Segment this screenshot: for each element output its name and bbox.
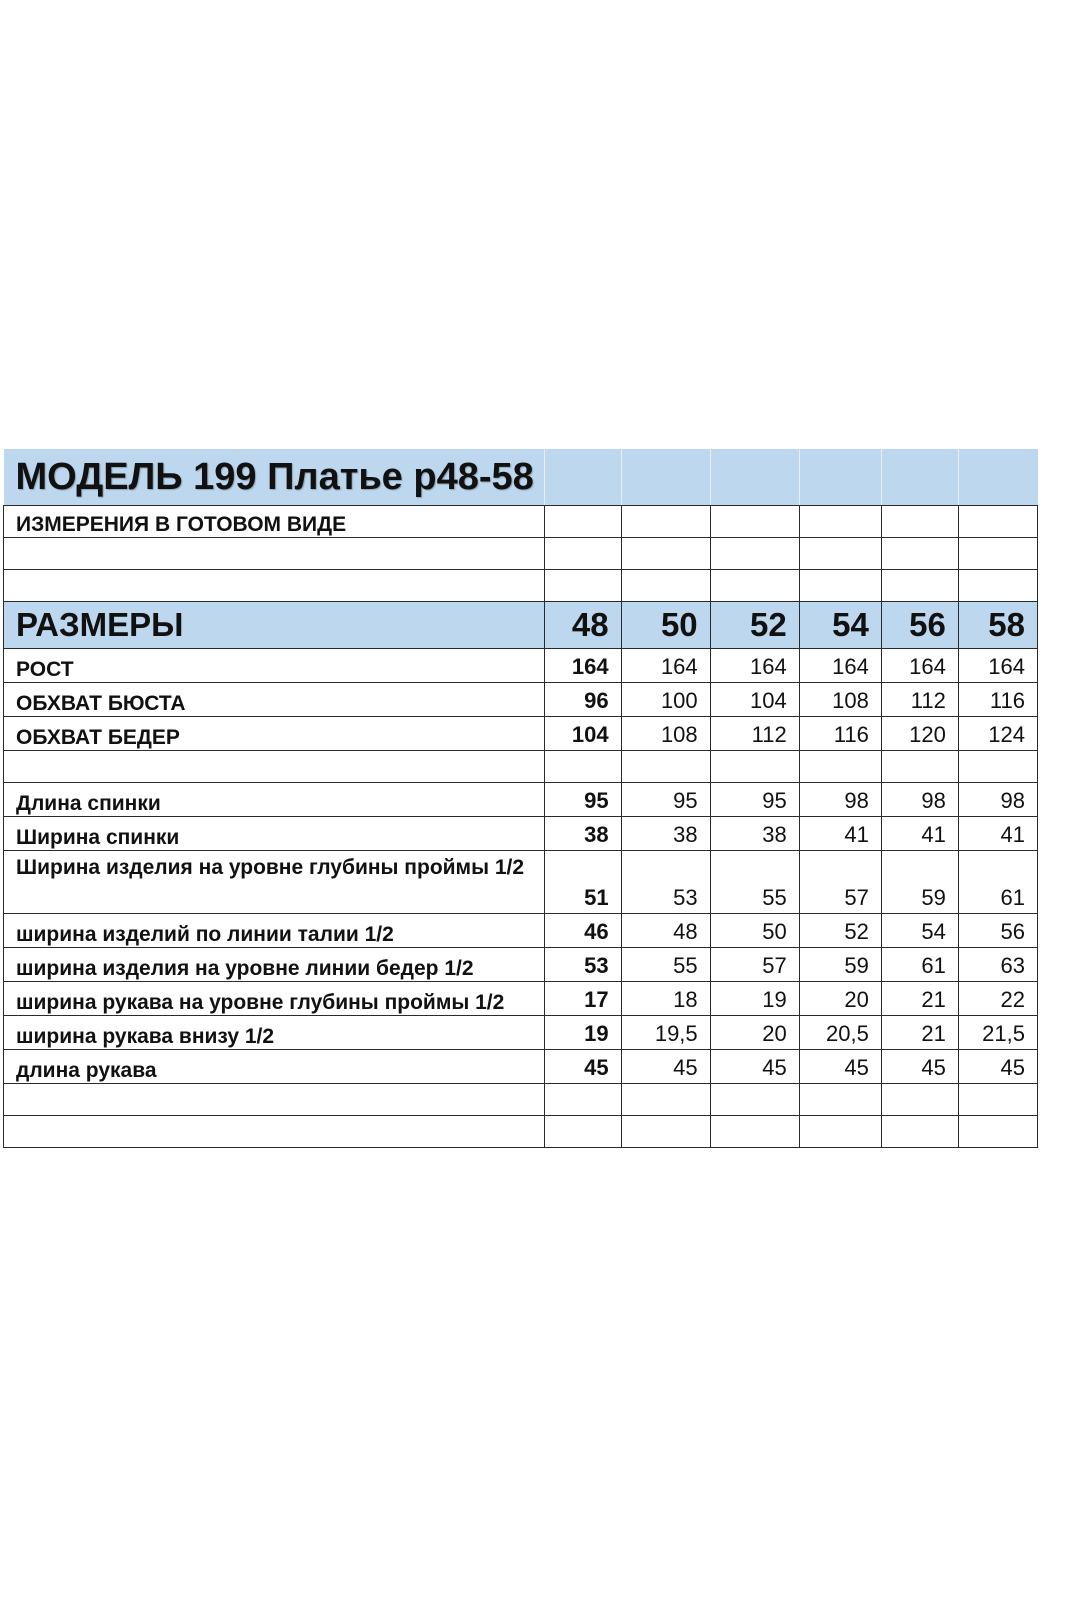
table-row (4, 717, 1038, 751)
cell-value: 38 (621, 817, 710, 851)
empty-row (4, 570, 1038, 602)
row-label: ОБХВАТ БЕДЕР (4, 717, 545, 751)
size-header: 50 (621, 602, 710, 649)
table-row (4, 683, 1038, 717)
cell-value: 48 (621, 914, 710, 948)
cell-value: 63 (958, 948, 1037, 982)
subtitle-row (4, 506, 1038, 538)
cell-value: 112 (710, 717, 799, 751)
size-header: 54 (799, 602, 881, 649)
cell-value: 56 (958, 914, 1037, 948)
cell-value: 17 (544, 982, 621, 1016)
empty-row (4, 538, 1038, 570)
cell-value: 54 (881, 914, 958, 948)
row-label: РОСТ (4, 649, 545, 683)
cell-value: 51 (544, 851, 621, 914)
size-chart-table (3, 449, 1038, 1148)
cell-value: 164 (710, 649, 799, 683)
cell-value: 96 (544, 683, 621, 717)
cell-value: 45 (958, 1050, 1037, 1084)
cell-value: 41 (881, 817, 958, 851)
cell-value: 59 (799, 948, 881, 982)
cell-value: 164 (799, 649, 881, 683)
cell-value: 57 (710, 948, 799, 982)
cell-value: 20,5 (799, 1016, 881, 1050)
cell-value: 41 (958, 817, 1037, 851)
cell-value: 19 (710, 982, 799, 1016)
size-header: 56 (881, 602, 958, 649)
table-row (4, 783, 1038, 817)
cell-value: 45 (544, 1050, 621, 1084)
cell-value: 98 (958, 783, 1037, 817)
table-row (4, 1016, 1038, 1050)
sizes-label: РАЗМЕРЫ (4, 602, 545, 649)
cell-value: 46 (544, 914, 621, 948)
cell-value: 38 (710, 817, 799, 851)
empty-row (4, 1084, 1038, 1116)
cell-value: 45 (621, 1050, 710, 1084)
cell-value: 38 (544, 817, 621, 851)
cell-value: 104 (710, 683, 799, 717)
cell-value: 124 (958, 717, 1037, 751)
cell-value: 50 (710, 914, 799, 948)
cell-value: 21,5 (958, 1016, 1037, 1050)
cell-value: 116 (958, 683, 1037, 717)
cell-value: 108 (799, 683, 881, 717)
row-label: Длина спинки (4, 783, 545, 817)
sizes-header-row (4, 602, 1038, 649)
cell-value: 164 (544, 649, 621, 683)
empty-row (4, 751, 1038, 783)
table-row (4, 851, 1038, 914)
size-header: 48 (544, 602, 621, 649)
page-title: МОДЕЛЬ 199 Платье р48-58 (4, 449, 545, 506)
cell-value: 108 (621, 717, 710, 751)
table-row (4, 817, 1038, 851)
cell-value: 45 (799, 1050, 881, 1084)
cell-value: 20 (710, 1016, 799, 1050)
cell-value: 55 (621, 948, 710, 982)
cell-value: 98 (799, 783, 881, 817)
row-label: ширина изделия на уровне линии бедер 1/2 (4, 948, 545, 982)
row-label: Ширина спинки (4, 817, 545, 851)
row-label: длина рукава (4, 1050, 545, 1084)
cell-value: 120 (881, 717, 958, 751)
cell-value: 52 (799, 914, 881, 948)
cell-value: 45 (710, 1050, 799, 1084)
row-label: ширина рукава на уровне глубины проймы 1/2 (4, 982, 545, 1016)
table-row (4, 649, 1038, 683)
cell-value: 59 (881, 851, 958, 914)
row-label: ширина рукава внизу 1/2 (4, 1016, 545, 1050)
row-label: Ширина изделия на уровне глубины проймы 1/2 (4, 851, 545, 914)
cell-value: 19,5 (621, 1016, 710, 1050)
empty-row (4, 1116, 1038, 1148)
cell-value: 61 (958, 851, 1037, 914)
row-label: ширина изделий по линии талии 1/2 (4, 914, 545, 948)
row-label: ОБХВАТ БЮСТА (4, 683, 545, 717)
size-header: 58 (958, 602, 1037, 649)
title-row (4, 449, 1038, 506)
cell-value: 61 (881, 948, 958, 982)
cell-value: 98 (881, 783, 958, 817)
subtitle: ИЗМЕРЕНИЯ В ГОТОВОМ ВИДЕ (4, 506, 545, 538)
table-row (4, 948, 1038, 982)
cell-value: 53 (544, 948, 621, 982)
size-header: 52 (710, 602, 799, 649)
cell-value: 95 (710, 783, 799, 817)
cell-value: 22 (958, 982, 1037, 1016)
cell-value: 19 (544, 1016, 621, 1050)
cell-value: 164 (958, 649, 1037, 683)
cell-value: 164 (621, 649, 710, 683)
cell-value: 21 (881, 1016, 958, 1050)
cell-value: 164 (881, 649, 958, 683)
table-row (4, 914, 1038, 948)
cell-value: 57 (799, 851, 881, 914)
cell-value: 45 (881, 1050, 958, 1084)
cell-value: 104 (544, 717, 621, 751)
cell-value: 55 (710, 851, 799, 914)
cell-value: 95 (621, 783, 710, 817)
cell-value: 41 (799, 817, 881, 851)
cell-value: 21 (881, 982, 958, 1016)
cell-value: 116 (799, 717, 881, 751)
cell-value: 100 (621, 683, 710, 717)
table-row (4, 1050, 1038, 1084)
cell-value: 53 (621, 851, 710, 914)
cell-value: 112 (881, 683, 958, 717)
cell-value: 95 (544, 783, 621, 817)
cell-value: 18 (621, 982, 710, 1016)
cell-value: 20 (799, 982, 881, 1016)
table-row (4, 982, 1038, 1016)
